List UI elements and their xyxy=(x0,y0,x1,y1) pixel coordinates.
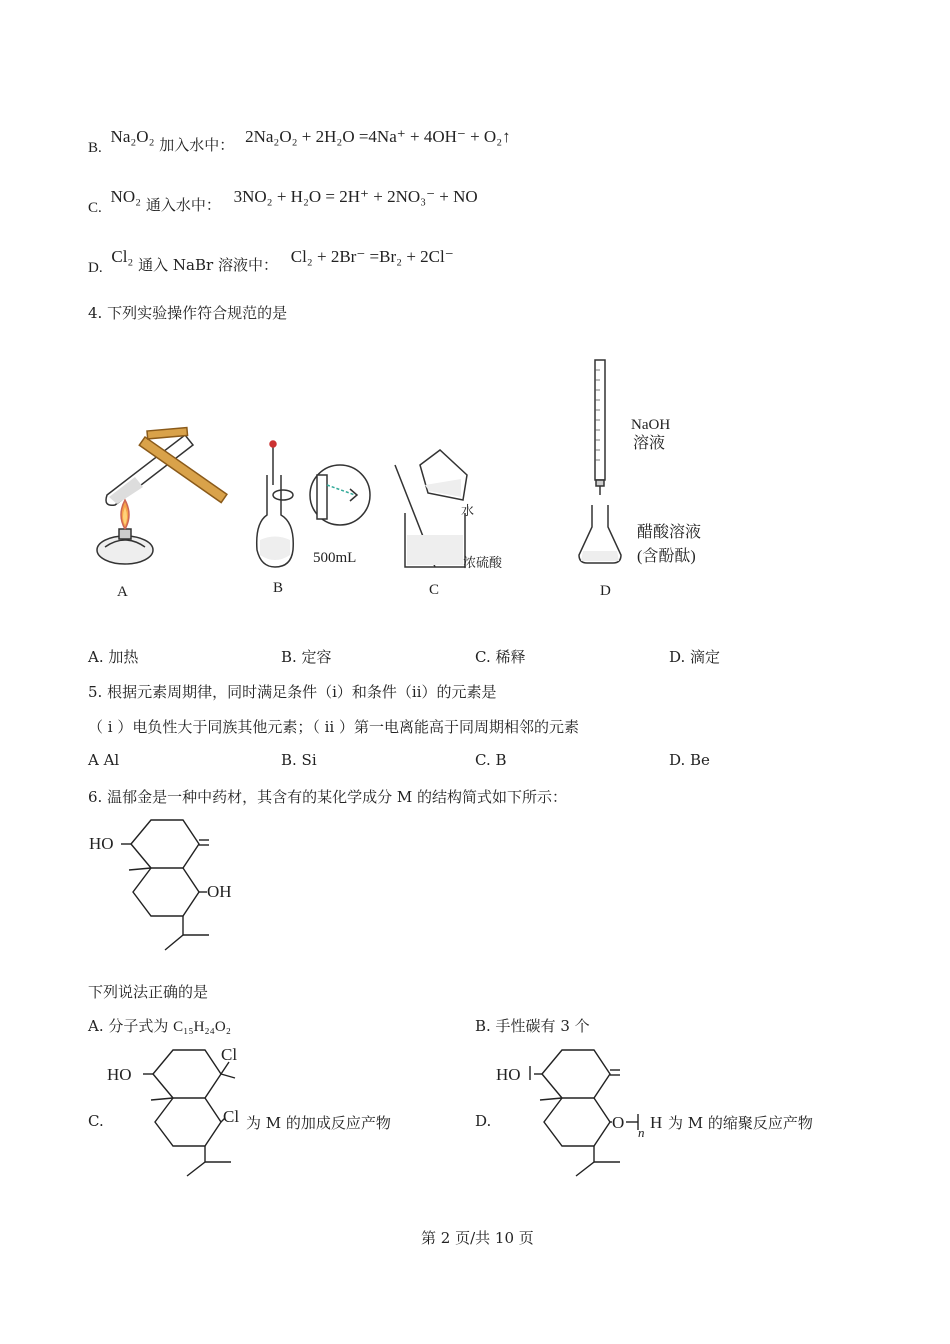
condition-text: 通入 NaBr 溶液中： xyxy=(138,256,278,274)
page-footer: 第 2 页/共 10 页 xyxy=(421,1229,534,1247)
reactant: Na₂O₂ xyxy=(110,127,155,146)
q5-option-a: A Al xyxy=(88,751,120,769)
q6-stem: 6. 温郁金是一种中药材，其含有的某化学成分 M 的结构简式如下所示： xyxy=(88,788,567,806)
q4-apparatus-figure xyxy=(95,355,735,615)
q3-option-d xyxy=(88,246,454,276)
apparatus-d-label: D xyxy=(600,583,611,599)
apparatus-c xyxy=(395,450,467,567)
apparatus-d xyxy=(579,360,621,563)
q4-option-c: C. 稀释 xyxy=(475,648,526,666)
water-label: 水 xyxy=(461,503,475,518)
apparatus-a xyxy=(97,428,227,564)
structure-m xyxy=(85,810,255,960)
q4-option-b: B. 定容 xyxy=(281,648,332,666)
q5-conditions: （ ⅰ ）电负性大于同族其他元素；（ ⅱ ）第一电离能高于同周期相邻的元素 xyxy=(88,718,579,736)
q5-option-c: C. B xyxy=(475,751,507,769)
naoh-label: NaOH xyxy=(631,417,671,433)
acetic-label: 醋酸溶液 xyxy=(637,524,702,541)
q6-option-c-letter: C. xyxy=(88,1112,104,1130)
volume-label: 500mL xyxy=(313,550,357,566)
q5-option-d: D. Be xyxy=(669,751,710,769)
naoh-solution-label: 溶液 xyxy=(633,435,666,452)
reactant: NO₂ xyxy=(110,187,142,206)
option-letter: D. xyxy=(88,260,103,276)
apparatus-b-label: B xyxy=(273,580,284,596)
acid-label: 浓硫酸 xyxy=(463,555,503,570)
option-letter: C. xyxy=(88,200,102,216)
option-a-prefix: A. 分子式为 xyxy=(88,1017,174,1035)
cl-label: Cl xyxy=(221,1045,238,1064)
equation: 2Na₂O₂ + 2H₂O =4Na⁺ + 4OH⁻ + O₂↑ xyxy=(245,127,511,146)
condition-text: 通入水中： xyxy=(145,196,221,214)
q6-option-d-text: 为 M 的缩聚反应产物 xyxy=(668,1114,813,1132)
molecular-formula: C₁₅H₂₄O₂ xyxy=(173,1019,231,1035)
q5-option-b: B. Si xyxy=(281,751,317,769)
n-label: n xyxy=(638,1125,645,1140)
q6-option-b: B. 手性碳有 3 个 xyxy=(475,1017,590,1035)
ho-label: HO xyxy=(89,834,114,853)
apparatus-b xyxy=(257,441,370,567)
reactant: Cl₂ xyxy=(111,247,134,266)
cl-label: Cl xyxy=(223,1107,240,1126)
q3-option-c xyxy=(88,186,478,216)
apparatus-a-label: A xyxy=(117,584,128,600)
q4-stem: 4. 下列实验操作符合规范的是 xyxy=(88,304,288,322)
q4-option-d: D. 滴定 xyxy=(669,648,721,666)
ho-label: HO xyxy=(107,1065,132,1084)
q5-stem: 5. 根据元素周期律，同时满足条件（ⅰ）和条件（ⅱ）的元素是 xyxy=(88,683,497,701)
oh-label: OH xyxy=(207,882,232,901)
structure-d xyxy=(494,1040,674,1185)
q6-option-c-text: 为 M 的加成反应产物 xyxy=(246,1114,391,1132)
q6-option-a xyxy=(88,1015,231,1036)
q4-option-a: A. 加热 xyxy=(88,648,139,666)
phenolphthalein-label: (含酚酞) xyxy=(637,548,696,565)
o-label: O xyxy=(612,1113,625,1132)
q6-question: 下列说法正确的是 xyxy=(88,983,209,1001)
option-letter: B. xyxy=(88,140,102,156)
structure-c xyxy=(105,1040,265,1185)
ho-label: HO xyxy=(496,1065,521,1084)
condition-text: 加入水中： xyxy=(159,136,235,154)
q6-option-d-letter: D. xyxy=(475,1112,492,1130)
equation: Cl₂ + 2Br⁻ =Br₂ + 2Cl⁻ xyxy=(290,247,454,266)
equation: 3NO₂ + H₂O = 2H⁺ + 2NO₃⁻ + NO xyxy=(233,187,478,206)
q3-option-b xyxy=(88,126,511,156)
h-label: H xyxy=(650,1113,663,1132)
apparatus-c-label: C xyxy=(429,582,440,598)
